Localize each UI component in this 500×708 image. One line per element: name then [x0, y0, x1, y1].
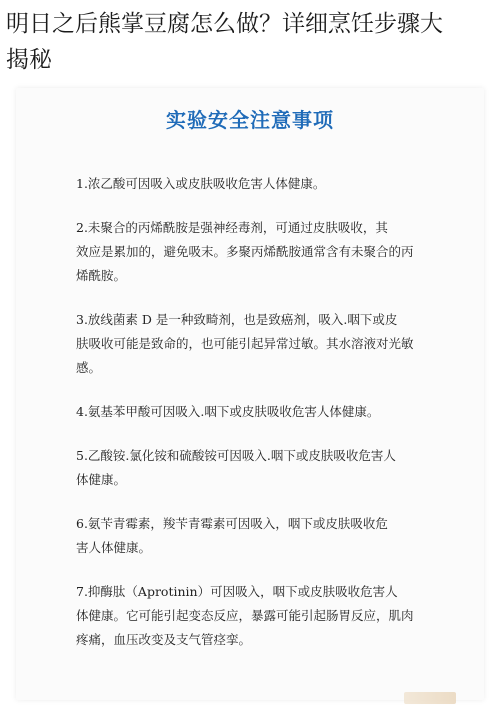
article-headline: [6, 6, 496, 78]
item-line: 3.放线菌素 D 是一种致畸剂，也是致癌剂，吸入.咽下或皮: [76, 312, 398, 327]
item-line: 6.氨苄青霉素，羧苄青霉素可因吸入，咽下或皮肤吸收危: [76, 516, 388, 531]
item-line: 烯酰胺。: [76, 268, 127, 283]
list-item: [76, 444, 432, 492]
list-item: [76, 308, 432, 380]
list-item: [76, 580, 432, 652]
item-line: 7.抑酶肽（Aprotinin）可因吸入，咽下或皮肤吸收危害人: [76, 584, 398, 599]
safety-items-list: [76, 172, 432, 672]
list-item: [76, 400, 432, 424]
watermark-logo: [404, 692, 456, 704]
list-item: [76, 216, 432, 288]
item-line: 体健康。: [76, 472, 127, 487]
item-line: 1.浓乙酸可因吸入或皮肤吸收危害人体健康。: [76, 176, 326, 191]
list-item: [76, 512, 432, 560]
item-line: 疼痛，血压改变及支气管痉挛。: [76, 632, 252, 647]
headline-line-2: 揭秘: [6, 47, 52, 73]
document-title: 实验安全注意事项: [166, 108, 334, 132]
item-line: 肤吸收可能是致命的，也可能引起异常过敏。其水溶液对光敏: [76, 336, 414, 351]
item-line: 4.氨基苯甲酸可因吸入.咽下或皮肤吸收危害人体健康。: [76, 404, 380, 419]
item-line: 2.未聚合的丙烯酰胺是强神经毒剂，可通过皮肤吸收，其: [76, 220, 388, 235]
item-line: 效应是累加的，避免吸末。多聚丙烯酰胺通常含有未聚合的丙: [76, 244, 414, 259]
item-line: 5.乙酸铵.氯化铵和硫酸铵可因吸入.咽下或皮肤吸收危害人: [76, 448, 396, 463]
headline-line-1: 明日之后熊掌豆腐怎么做？详细烹饪步骤大: [6, 11, 443, 37]
list-item: [76, 172, 432, 196]
item-line: 体健康。它可能引起变态反应，暴露可能引起肠胃反应，肌肉: [76, 608, 414, 623]
item-line: 感。: [76, 360, 102, 375]
item-line: 害人体健康。: [76, 540, 152, 555]
